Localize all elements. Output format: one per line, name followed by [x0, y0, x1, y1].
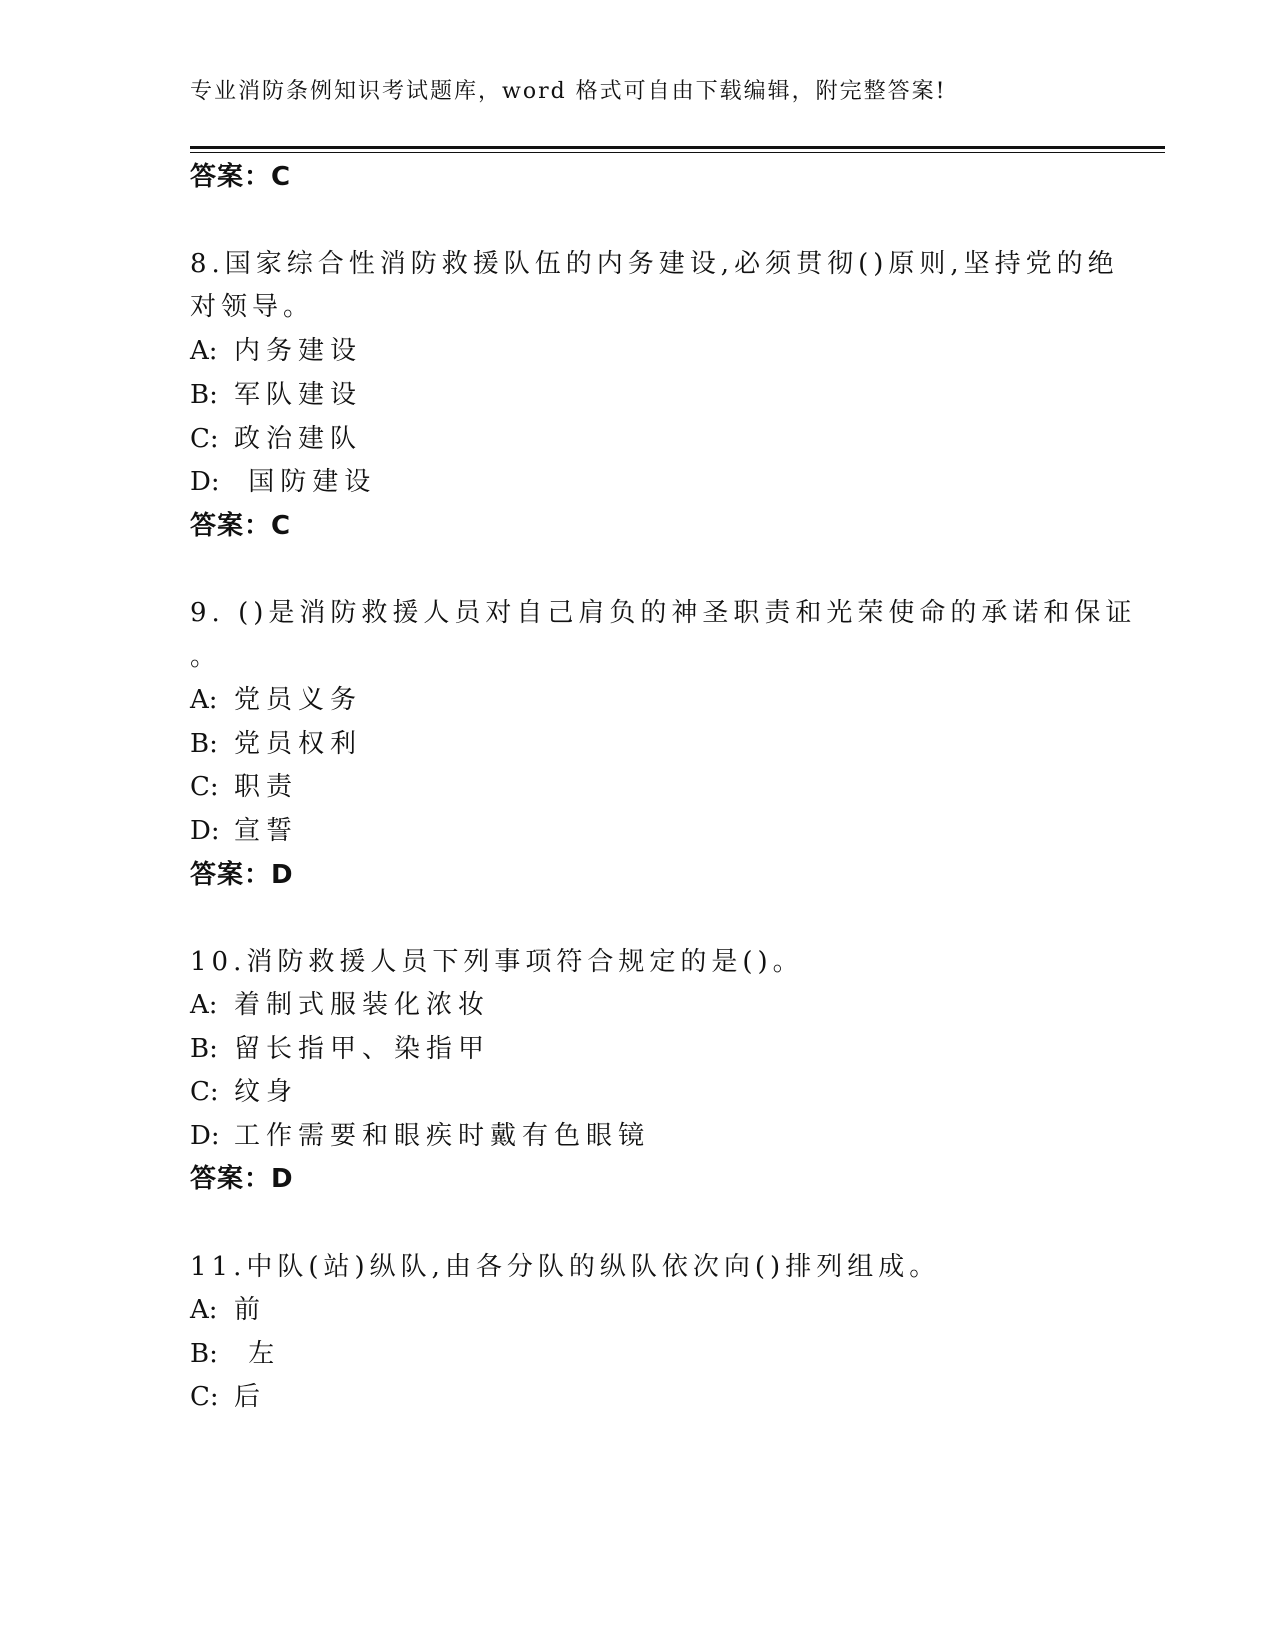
option-key: C: [190, 1077, 219, 1107]
question-10-option-b [190, 1028, 490, 1065]
question-11-stem: 11.中队(站)纵队,由各分队的纵队依次向()排列组成。 [190, 1252, 941, 1282]
option-text: 职责 [234, 772, 299, 802]
option-key: D: [190, 816, 220, 846]
header-rule-thin [190, 152, 1165, 153]
option-text: 留长指甲、染指甲 [234, 1034, 491, 1064]
option-text: 工作需要和眼疾时戴有色眼镜 [234, 1121, 651, 1151]
answer-q8: 答案：C [190, 511, 292, 541]
question-11-option-b [190, 1333, 280, 1370]
option-text: 内务建设 [234, 336, 363, 366]
option-key: D: [190, 467, 220, 497]
question-11-option-a [190, 1289, 266, 1326]
question-9-option-c [190, 766, 298, 803]
option-key: B: [190, 380, 218, 410]
header-rule-thick [190, 146, 1165, 149]
question-10-stem: 10.消防救援人员下列事项符合规定的是()。 [190, 947, 804, 977]
option-text: 宣誓 [234, 816, 299, 846]
option-key: D: [190, 1121, 220, 1151]
option-text: 左 [234, 1339, 281, 1369]
option-key: B: [190, 729, 218, 759]
option-text: 党员义务 [234, 685, 363, 715]
option-key: A: [190, 990, 218, 1020]
option-key: A: [190, 336, 218, 366]
question-9-stem-line-2: 。 [190, 642, 222, 672]
option-text: 纹身 [234, 1077, 299, 1107]
question-9-option-d [190, 810, 298, 847]
option-text: 国防建设 [234, 467, 377, 497]
page-header: 专业消防条例知识考试题库，word 格式可自由下载编辑，附完整答案! [190, 79, 947, 104]
option-text: 前 [234, 1295, 267, 1325]
question-8-option-d [190, 461, 376, 498]
option-key: B: [190, 1034, 218, 1064]
question-9-option-b [190, 723, 362, 760]
question-8-stem-line-1: 8.国家综合性消防救援队伍的内务建设,必须贯彻()原则,坚持党的绝 [190, 249, 1119, 279]
option-key: A: [190, 1295, 218, 1325]
question-11-option-c [190, 1376, 266, 1413]
option-text: 后 [234, 1382, 267, 1412]
option-text: 政治建队 [234, 424, 363, 454]
question-9-option-a [190, 679, 362, 716]
question-8-option-a [190, 330, 362, 367]
question-8-stem-line-2: 对领导。 [190, 292, 315, 322]
option-key: C: [190, 424, 219, 454]
question-8-option-b [190, 374, 362, 411]
option-text: 着制式服装化浓妆 [234, 990, 491, 1020]
option-key: C: [190, 772, 219, 802]
option-key: C: [190, 1382, 219, 1412]
option-key: A: [190, 685, 218, 715]
answer-q9: 答案：D [190, 860, 294, 890]
question-9-stem-line-1: 9. ()是消防救援人员对自己肩负的神圣职责和光荣使命的承诺和保证 [190, 598, 1137, 628]
answer-q10: 答案：D [190, 1164, 294, 1194]
option-text: 党员权利 [234, 729, 363, 759]
question-10-option-a [190, 984, 490, 1021]
question-8-option-c [190, 418, 362, 455]
question-10-option-d [190, 1115, 650, 1152]
answer-q7: 答案：C [190, 162, 292, 192]
option-text: 军队建设 [234, 380, 363, 410]
question-10-option-c [190, 1071, 298, 1108]
option-key: B: [190, 1339, 218, 1369]
